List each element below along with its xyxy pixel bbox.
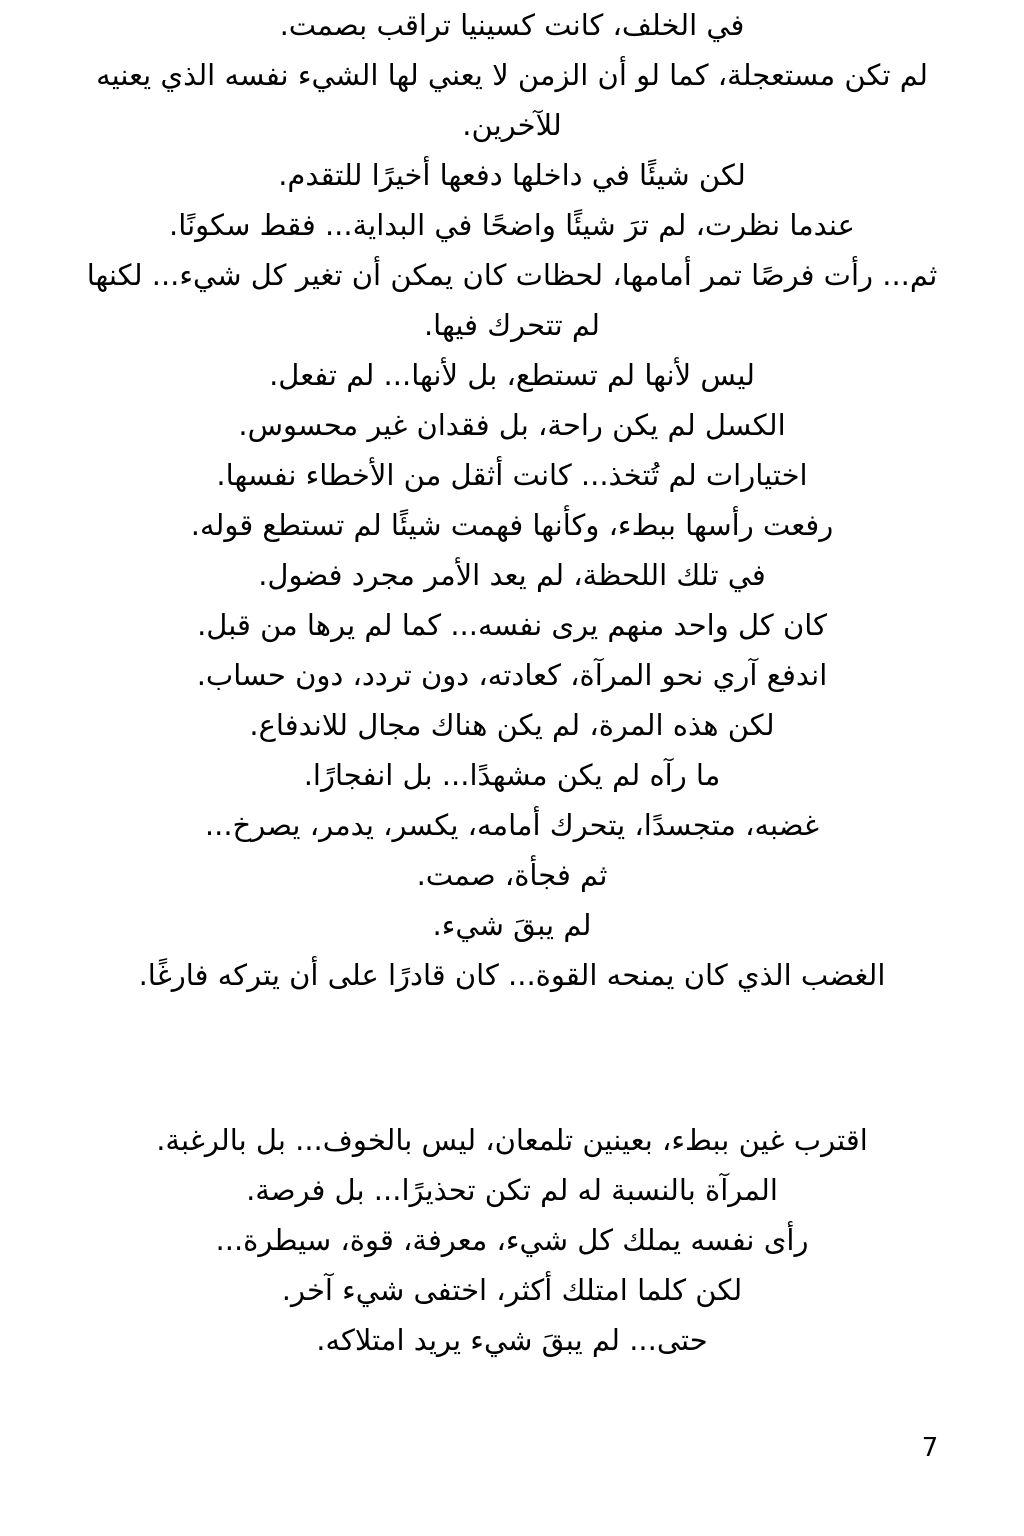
text-line: اندفع آري نحو المرآة، كعادته، دون تردد، دون حساب. bbox=[196, 658, 828, 692]
paragraph-block-1 bbox=[30, 0, 994, 1000]
text-line: رفعت رأسها ببطء، وكأنها فهمت شيئًا لم تستطع قوله. bbox=[190, 508, 834, 542]
text-line: كان كل واحد منهم يرى نفسه... كما لم يرها من قبل. bbox=[197, 608, 827, 642]
text-line: لكن هذه المرة، لم يكن هناك مجال للاندفاع. bbox=[249, 708, 775, 742]
text-line: في الخلف، كانت كسينيا تراقب بصمت. bbox=[279, 8, 745, 42]
text-line: لكن شيئًا في داخلها دفعها أخيرًا للتقدم. bbox=[278, 158, 746, 192]
text-line: الكسل لم يكن راحة، بل فقدان غير محسوس. bbox=[238, 408, 786, 442]
text-line: حتى... لم يبقَ شيء يريد امتلاكه. bbox=[316, 1323, 708, 1357]
text-line: ثم فجأة، صمت. bbox=[416, 858, 608, 892]
text-line: لكن كلما امتلك أكثر، اختفى شيء آخر. bbox=[281, 1273, 743, 1307]
text-line: ما رآه لم يكن مشهدًا... بل انفجارًا. bbox=[303, 758, 721, 792]
text-line: لم تتحرك فيها. bbox=[423, 308, 601, 342]
page-number: 7 bbox=[921, 1433, 939, 1463]
text-line: الغضب الذي كان يمنحه القوة... كان قادرًا على أن يتركه فارغًا. bbox=[138, 958, 886, 992]
text-line: لم تكن مستعجلة، كما لو أن الزمن لا يعني لها الشيء نفسه الذي يعنيه bbox=[96, 58, 928, 92]
text-line: رأى نفسه يملك كل شيء، معرفة، قوة، سيطرة... bbox=[215, 1223, 809, 1257]
text-line: ليس لأنها لم تستطع، بل لأنها... لم تفعل. bbox=[269, 358, 755, 392]
text-line: غضبه، متجسدًا، يتحرك أمامه، يكسر، يدمر، يصرخ... bbox=[204, 808, 820, 842]
text-line: اقترب غين ببطء، بعينين تلمعان، ليس بالخوف... بل بالرغبة. bbox=[156, 1123, 868, 1157]
text-line: للآخرين. bbox=[462, 108, 562, 142]
text-line: اختيارات لم تُتخذ... كانت أثقل من الأخطاء نفسها. bbox=[216, 458, 808, 492]
text-line: المرآة بالنسبة له لم تكن تحذيرًا... بل فرصة. bbox=[246, 1173, 778, 1207]
text-line: عندما نظرت، لم ترَ شيئًا واضحًا في البداية... فقط سكونًا. bbox=[169, 208, 855, 242]
text-line: ثم... رأت فرصًا تمر أمامها، لحظات كان يمكن أن تغير كل شيء... لكنها bbox=[86, 258, 938, 292]
text-line: لم يبقَ شيء. bbox=[432, 908, 592, 942]
text-line: في تلك اللحظة، لم يعد الأمر مجرد فضول. bbox=[258, 558, 766, 592]
paragraph-block-2 bbox=[30, 1115, 994, 1365]
